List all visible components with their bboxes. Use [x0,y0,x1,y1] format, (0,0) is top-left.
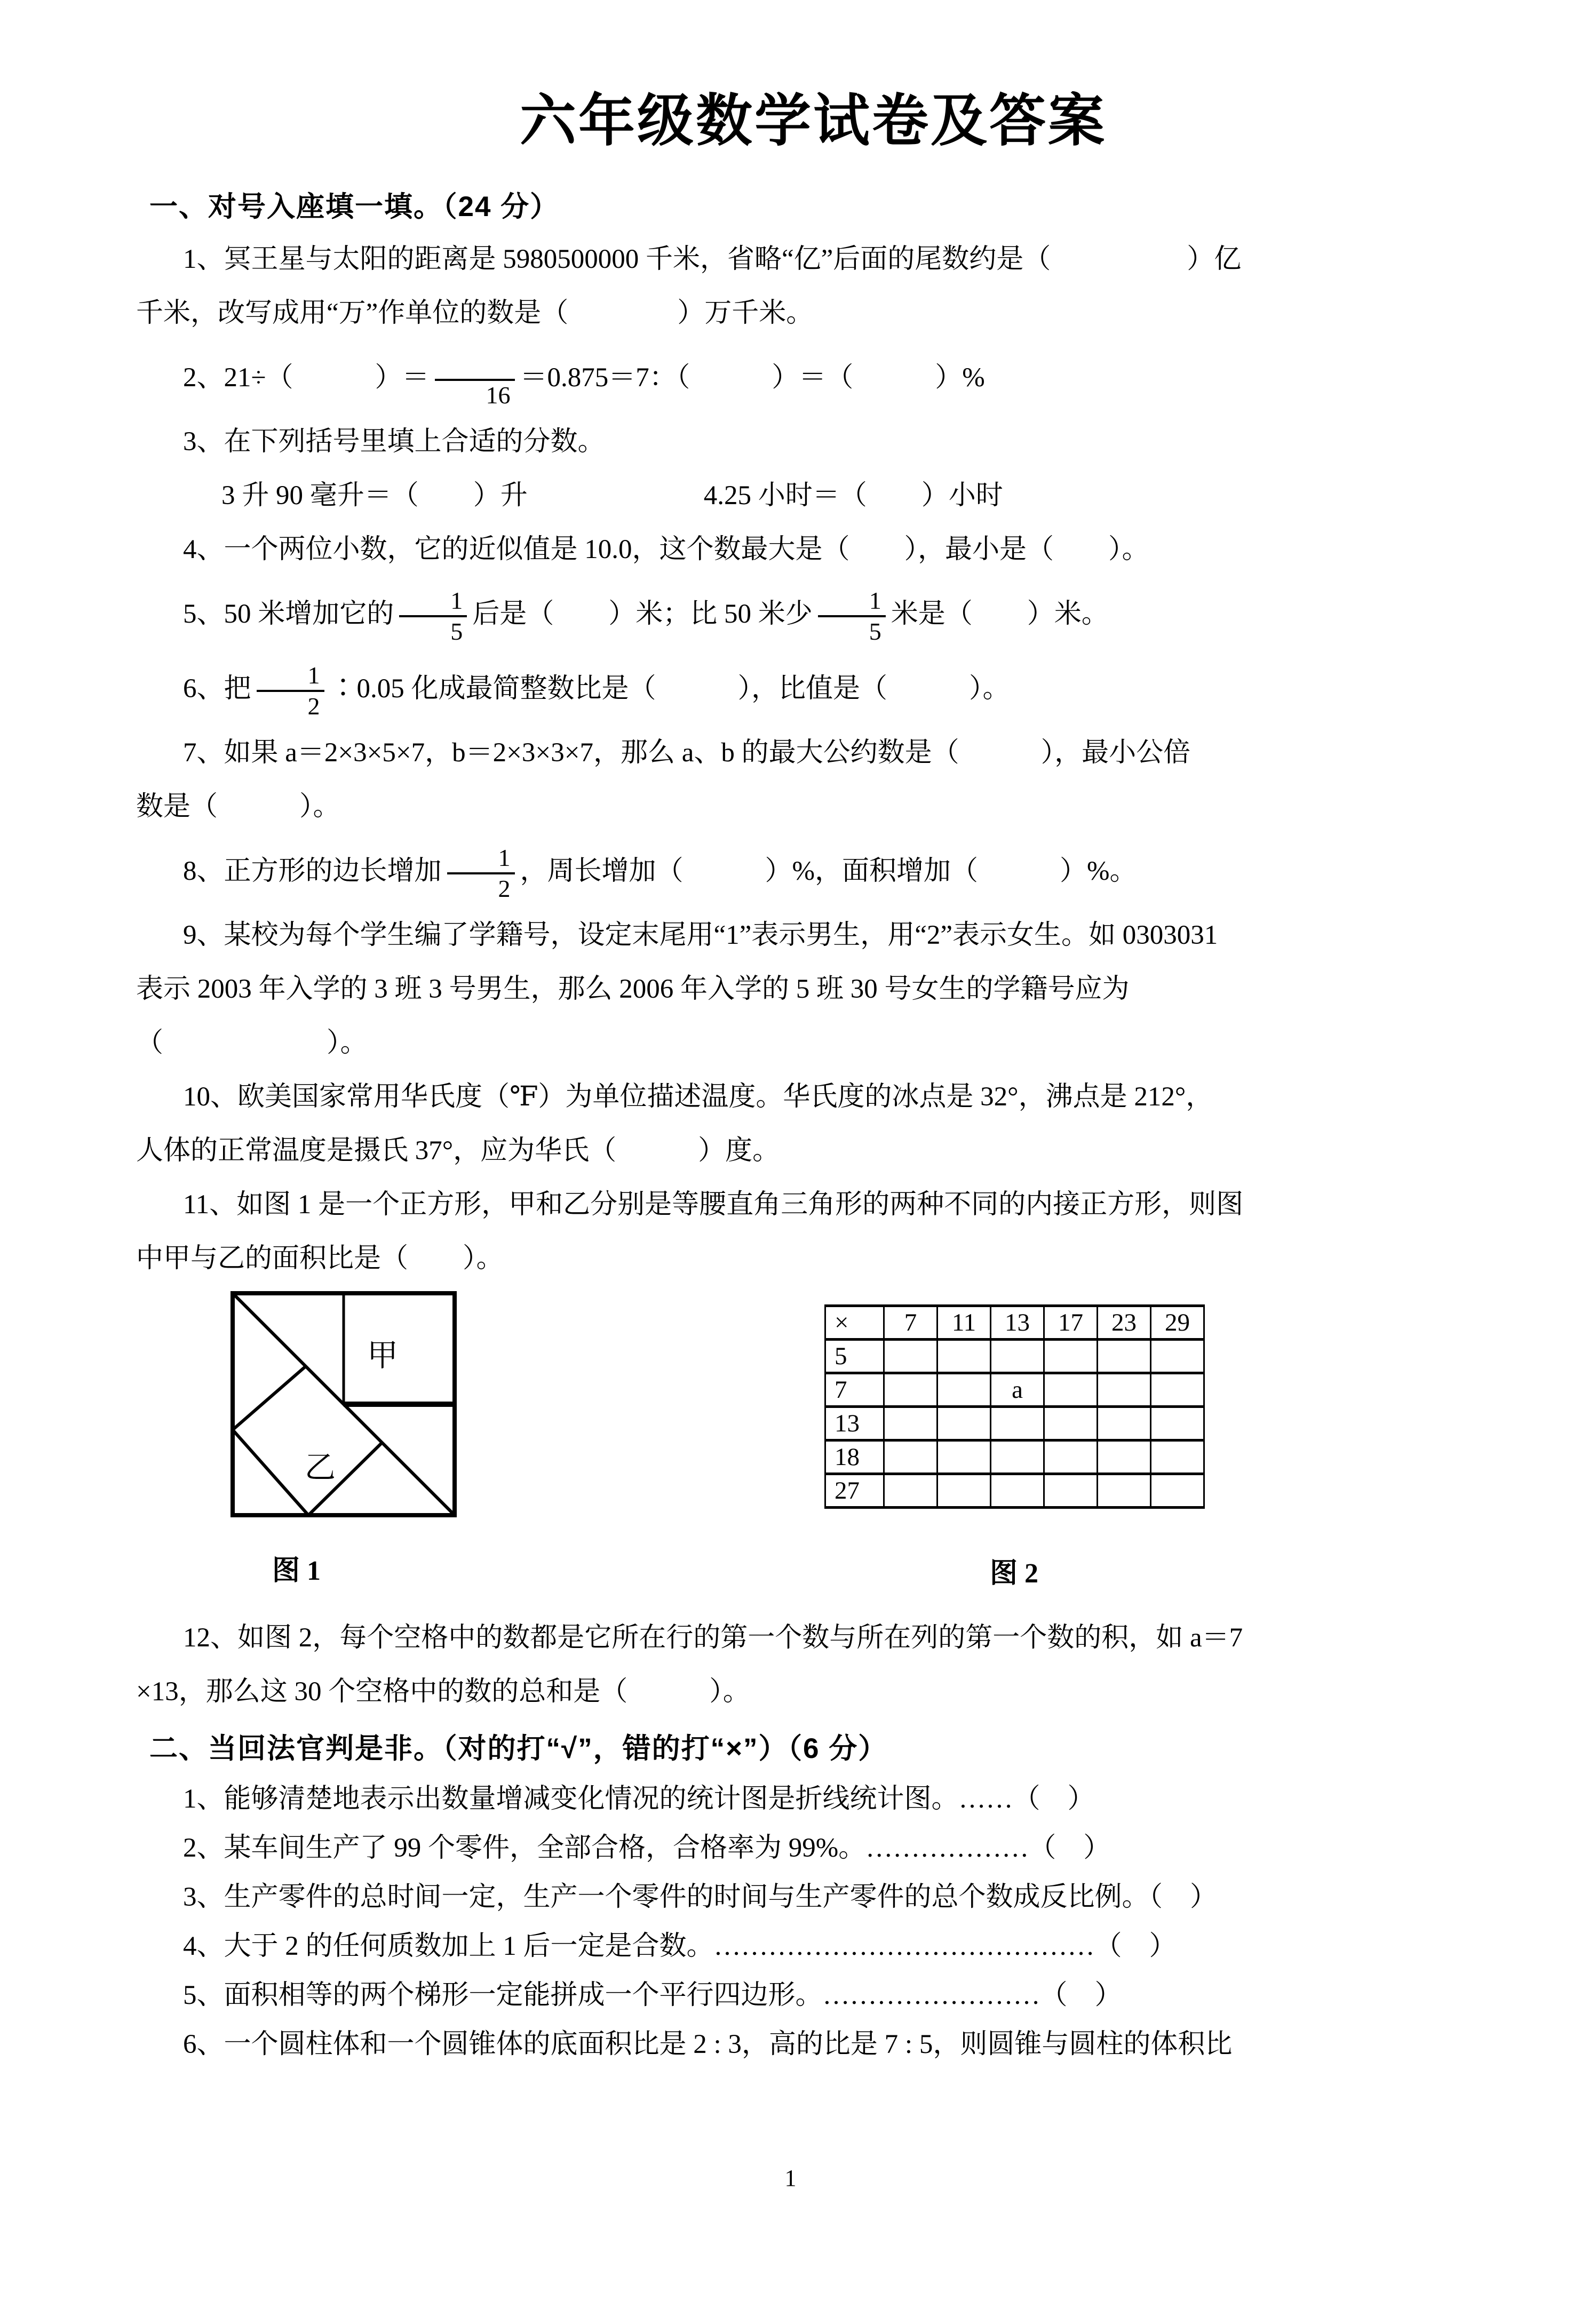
figure1-svg [231,1291,457,1517]
label-jia: 甲 [367,1338,399,1373]
figure2-cell [884,1474,938,1508]
question-7-line2: 数是（ ）。 [136,792,340,822]
figure2-cell: a [991,1373,1044,1407]
question-9-line2: 表示 2003 年入学的 3 班 3 号男生，那么 2006 年入学的 5 班 30 号女生的学籍号应为 [136,974,1130,1004]
figure2-header-cell: 29 [1151,1306,1204,1340]
question-7-line1: 7、如果 a＝2×3×5×7，b＝2×3×3×7，那么 a、b 的最大公约数是（ ），最小公倍 [183,738,1191,768]
figure2-cell [1098,1440,1151,1474]
figure2-cell [1098,1474,1151,1508]
figure2-cell [991,1440,1044,1474]
figure2-cell [1151,1340,1204,1373]
question-10-line1: 10、欧美国家常用华氏度（℉）为单位描述温度。华氏度的冰点是 32°，沸点是 212°， [183,1082,1213,1112]
figure2-cell [1151,1373,1204,1407]
figures-row [136,1291,1490,1611]
fraction-one-half [447,843,515,903]
figure2-cell: 5 [825,1340,884,1373]
question-3-item2: 4.25 小时＝（ ）小时 [703,481,1003,511]
question-2-prefix: 2、21÷（ ）＝ [183,363,430,393]
page-title: 六年级数学试卷及答案 [520,90,1107,153]
fraction-one-fifth [818,586,886,646]
question-6-part2: ∶0.05 化成最简整数比是（ ），比值是（ ）。 [329,674,1010,704]
fraction-numerator: 1 [257,661,324,692]
figure2-header-cell: 17 [1044,1306,1098,1340]
fraction-one-fifth [399,586,467,646]
fraction-numerator: 1 [399,586,467,617]
question-12-line1: 12、如图 2，每个空格中的数都是它所在行的第一个数与所在列的第一个数的积，如 a＝7 [183,1623,1243,1653]
fraction-denominator: 16 [486,381,511,409]
question-1-line1: 1、冥王星与太阳的距离是 5980500000 千米，省略“亿”后面的尾数约是（ ）亿 [183,244,1242,274]
figure2-cell [938,1373,991,1407]
figure1-caption: 图 1 [272,1556,321,1586]
question-11-line2: 中甲与乙的面积比是（ ）。 [136,1244,504,1274]
figure2-cell [1044,1474,1098,1508]
question-5 [136,577,1490,651]
question-11-line1: 11、如图 1 是一个正方形，甲和乙分别是等腰直角三角形的两种不同的内接正方形，则图 [183,1190,1244,1220]
fraction-numerator: 1 [447,843,515,874]
figure2-cell: 7 [825,1373,884,1407]
fraction-denominator: 2 [307,693,320,720]
question-2 [136,340,1490,415]
question-8 [136,834,1490,909]
fraction-numerator: 1 [818,586,886,617]
figure2-cell [884,1373,938,1407]
question-9-line1: 9、某校为每个学生编了学籍号，设定末尾用“1”表示男生，用“2”表示女生。如 0303031 [183,920,1218,950]
question-9-line3: （ ）。 [136,1028,368,1058]
figure2-cell [1151,1440,1204,1474]
question-1-line2: 千米，改写成用“万”作单位的数是（ ）万千米。 [136,298,814,328]
fraction-numerator [435,350,515,381]
figure2-cell [938,1407,991,1440]
figure2-cell [1098,1407,1151,1440]
yi-diamond-upper-left-side [233,1366,306,1430]
label-yi: 乙 [304,1450,336,1485]
question-3-line1: 3、在下列括号里填上合适的分数。 [183,427,605,457]
figure2-cell [1044,1340,1098,1373]
fraction-denominator: 5 [869,618,881,646]
page-number: 1 [784,2165,797,2191]
question-5-part2: 后是（ ）米；比 50 米少 [472,599,813,629]
figure2-cell [1044,1373,1098,1407]
figure2-cell: 18 [825,1440,884,1474]
question-5-part1: 5、50 米增加它的 [183,599,394,629]
figure2-cell: 13 [825,1407,884,1440]
figure2-cell [1151,1474,1204,1508]
figure2-cell [884,1340,938,1373]
figure2-header-cell: × [825,1306,884,1340]
fraction-blank-over-16 [435,350,515,410]
figure2-caption: 图 2 [990,1558,1039,1589]
figure2-cell [938,1474,991,1508]
question-10-line2: 人体的正常温度是摄氏 37°，应为华氏（ ）度。 [136,1136,780,1166]
figure2-cell [938,1440,991,1474]
question-3-item1: 3 升 90 毫升＝（ ）升 [221,481,528,511]
figure2-cell [1098,1373,1151,1407]
question-8-part2: ，周长增加（ ）%，面积增加（ ）%。 [520,856,1137,886]
figure2-cell: 27 [825,1474,884,1508]
question-6 [136,651,1490,726]
figure2-multiplication-table [824,1304,1205,1509]
figure1-square-diagram [231,1291,457,1517]
question-3-items [136,469,1490,523]
figure2-cell [991,1474,1044,1508]
judgment-5: 5、面积相等的两个梯形一定能拼成一个平行四边形。……………………（ ） [183,1980,1122,2010]
exam-page [0,85,1581,2069]
judgment-3: 3、生产零件的总时间一定，生产一个零件的时间与生产零件的总个数成反比例。（ ） [183,1882,1218,1912]
question-8-part1: 8、正方形的边长增加 [183,856,442,886]
figure2-cell [884,1440,938,1474]
figure2-cell [938,1340,991,1373]
figure2-cell [1098,1340,1151,1373]
figure2-cell [1151,1407,1204,1440]
figure2-table [824,1304,1205,1509]
judgment-2: 2、某车间生产了 99 个零件，全部合格，合格率为 99%。………………（ ） [183,1833,1111,1863]
figure2-header-cell: 11 [938,1306,991,1340]
question-6-part1: 6、把 [183,674,251,704]
yi-diamond-lower-left-side [233,1430,308,1515]
question-4: 4、一个两位小数，它的近似值是 10.0，这个数最大是（ ），最小是（ ）。 [183,535,1149,564]
figure2-cell [1044,1440,1098,1474]
figure2-cell [884,1407,938,1440]
figure2-cell [991,1407,1044,1440]
figure2-header-cell: 13 [991,1306,1044,1340]
question-12-line2: ×13，那么这 30 个空格中的数的总和是（ ）。 [136,1677,750,1707]
fraction-one-half [257,661,324,721]
section1-heading: 一、对号入座填一填。（24 分） [149,191,560,222]
figure2-cell [991,1340,1044,1373]
fraction-denominator: 2 [498,875,511,903]
figure2-header-cell: 7 [884,1306,938,1340]
figure2-header-cell: 23 [1098,1306,1151,1340]
section2-heading: 二、当回法官判是非。（对的打“√”，错的打“×”）（6 分） [149,1733,888,1764]
fraction-denominator: 5 [450,618,463,646]
question-2-suffix: ＝0.875＝7：（ ）＝（ ）% [520,363,985,393]
judgment-6: 6、一个圆柱体和一个圆锥体的底面积比是 2 : 3，高的比是 7 : 5，则圆锥与圆柱的体积比 [183,2029,1233,2059]
judgment-1: 1、能够清楚地表示出数量增减变化情况的统计图是折线统计图。……（ ） [183,1784,1095,1814]
figure2-cell [1044,1407,1098,1440]
judgment-4: 4、大于 2 的任何质数加上 1 后一定是合数。……………………………………（ ） [183,1931,1177,1961]
question-5-part3: 米是（ ）米。 [891,599,1109,629]
